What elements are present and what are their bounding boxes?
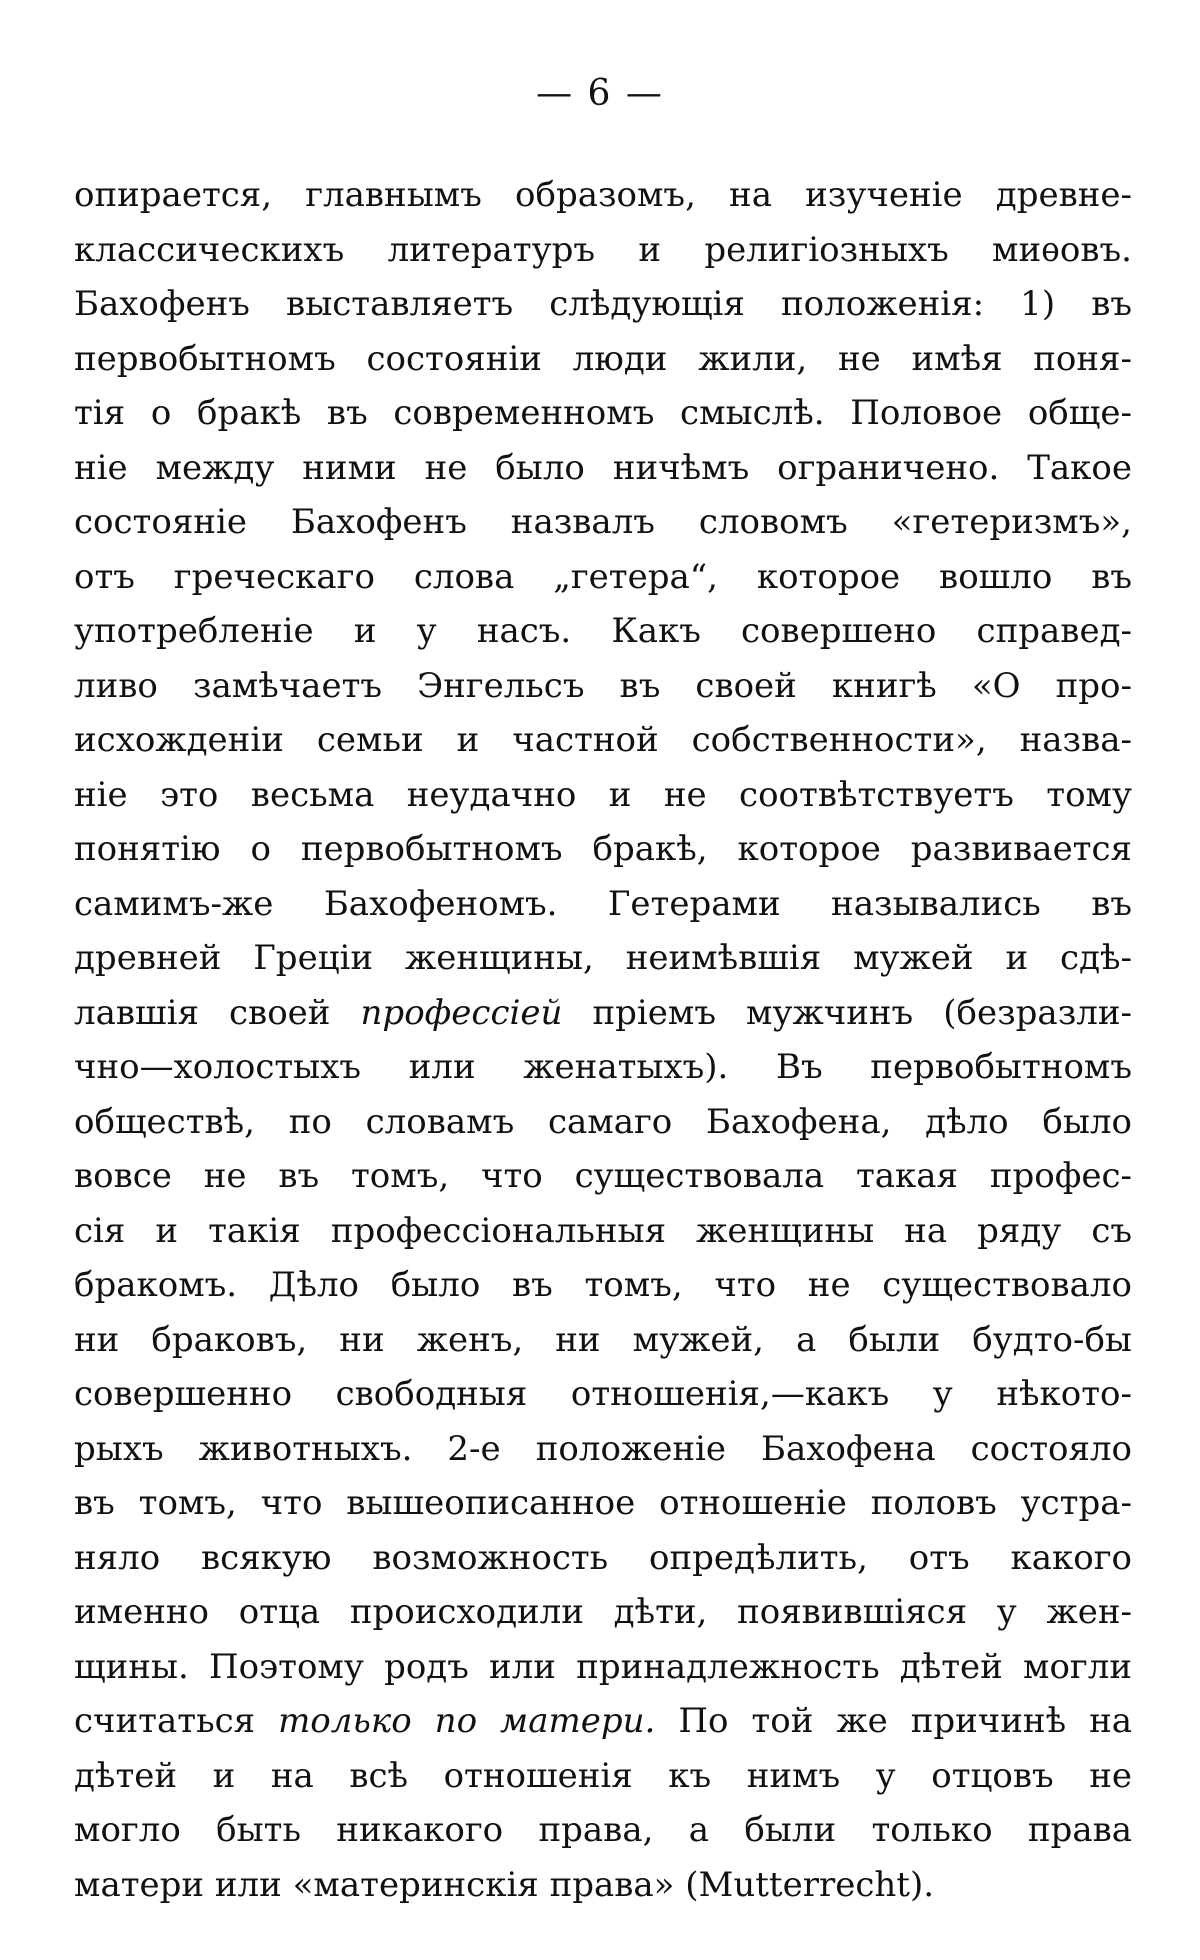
text-line: матери или «материнскія права» (Mutterrecht). (74, 1864, 935, 1905)
text-line: бракомъ. Дѣло было въ томъ, что не существовало (74, 1265, 1132, 1305)
text-line: Бахофенъ выставляетъ слѣдующія положенія: 1) въ (74, 284, 1132, 324)
text-line-with-emphasis (74, 986, 1132, 1041)
text-line: понятію о первобытномъ бракѣ, которое развивается (74, 829, 1132, 869)
text-segment: пріемъ мужчинъ (безразли- (592, 992, 1132, 1033)
text-line: рыхъ животныхъ. 2-е положеніе Бахофена состояло (74, 1428, 1132, 1469)
text-line: сія и такія профессіональныя женщины на ряду съ (74, 1210, 1132, 1251)
text-line: именно отца происходили дѣти, появившіяся у жен- (74, 1592, 1132, 1632)
text-line: ніе между ними не было ничѣмъ ограничено. Такое (74, 447, 1132, 488)
text-line: обществѣ, по словамъ самаго Бахофена, дѣло было (74, 1101, 1132, 1142)
text-line: щины. Поэтому родъ или принадлежность дѣтей могли (74, 1646, 1132, 1687)
text-line: древней Греціи женщины, неимѣвшія мужей и сдѣ- (74, 938, 1132, 978)
text-line: ни браковъ, ни женъ, ни мужей, а были будто-бы (74, 1319, 1132, 1360)
page-number: — 6 — (536, 73, 664, 114)
text-line: совершенно свободныя отношенія,—какъ у нѣкото- (74, 1374, 1132, 1414)
text-segment: считаться (74, 1701, 256, 1741)
text-line: ливо замѣчаетъ Энгельсъ въ своей книгѣ «О про- (74, 665, 1132, 706)
text-line: состояніе Бахофенъ назвалъ словомъ «гетеризмъ», (74, 502, 1132, 542)
text-line-with-emphasis (74, 1694, 1132, 1749)
text-line: вовсе не въ томъ, что существовала такая профес- (74, 1156, 1132, 1196)
text-segment: По той же причинѣ на (678, 1701, 1132, 1741)
text-line: дѣтей и на всѣ отношенія къ нимъ у отцовъ не (74, 1755, 1132, 1796)
text-line: самимъ-же Бахофеномъ. Гетерами назывались въ (74, 883, 1132, 924)
text-line: могло быть никакого права, а были только права (74, 1810, 1132, 1850)
text-line: тія о бракѣ въ современномъ смыслѣ. Половое обще- (74, 393, 1132, 433)
text-line: употребленіе и у насъ. Какъ совершено справед- (74, 611, 1132, 651)
text-line: отъ греческаго слова „гетера“, которое вошло въ (74, 556, 1132, 597)
emphasized-phrase: только по матери. (278, 1701, 656, 1741)
body-text (74, 168, 1132, 1912)
text-line: чно—холостыхъ или женатыхъ). Въ первобытномъ (74, 1047, 1132, 1087)
text-segment: лавшія своей (74, 992, 331, 1033)
text-line: первобытномъ состояніи люди жили, не имѣя поня- (74, 338, 1132, 379)
text-line: опирается, главнымъ образомъ, на изученіе древне- (74, 175, 1132, 215)
text-line: няло всякую возможность опредѣлить, отъ какого (74, 1537, 1132, 1578)
text-line: ніе это весьма неудачно и не соотвѣтствуетъ тому (74, 774, 1132, 815)
text-line: въ томъ, что вышеописанное отношеніе половъ устра- (74, 1483, 1132, 1523)
text-line: классическихъ литературъ и религіозныхъ миѳовъ. (74, 229, 1132, 270)
text-line: исхожденіи семьи и частной собственности», назва- (74, 720, 1132, 760)
emphasized-word: профессіей (360, 992, 563, 1033)
